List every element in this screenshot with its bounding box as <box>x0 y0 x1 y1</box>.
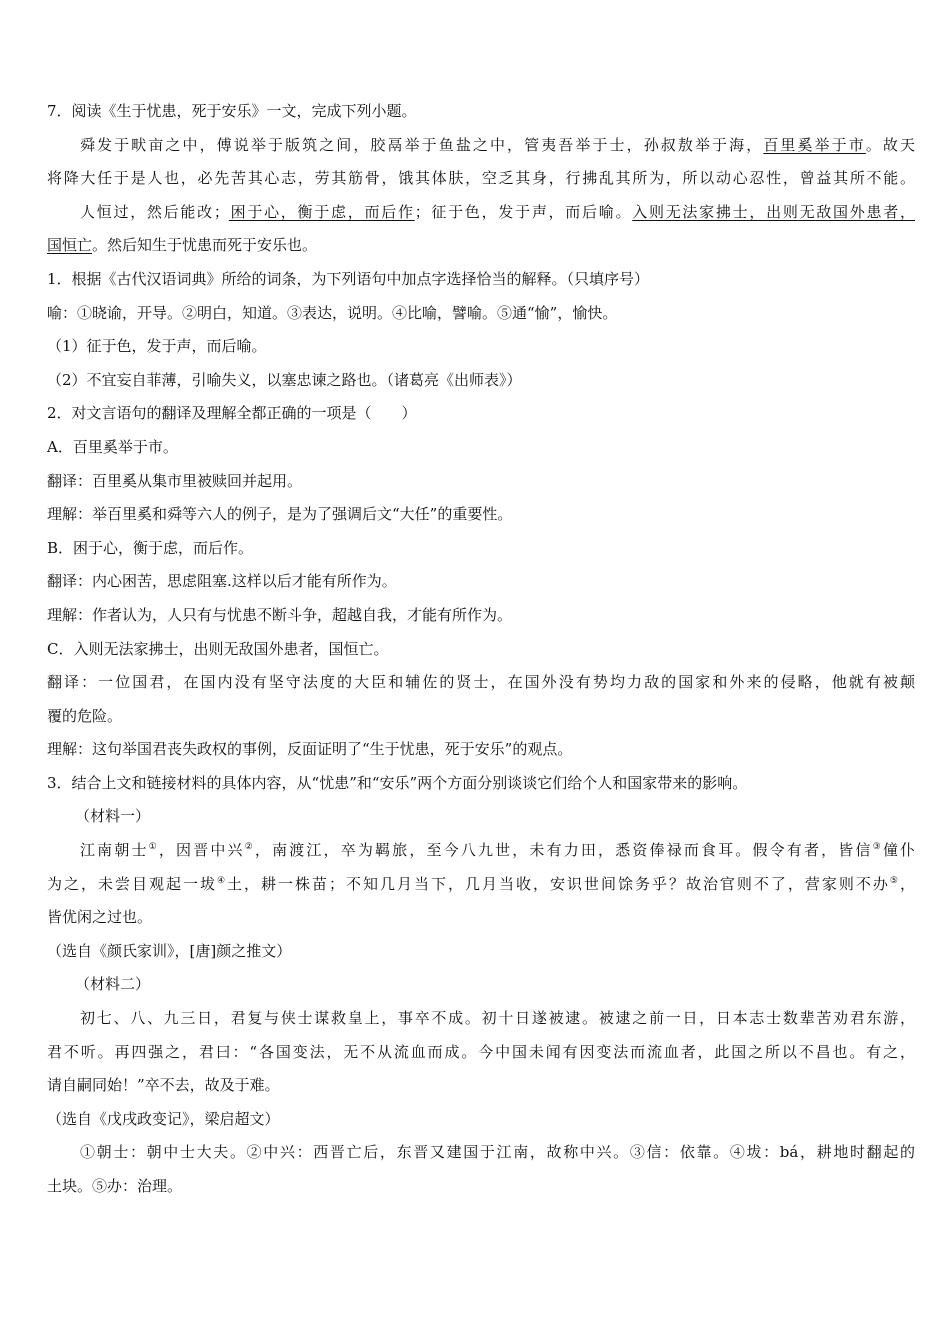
item-1: （1）征于色，发于声，而后喻。 <box>47 337 267 356</box>
sub-question-3: 3．结合上文和链接材料的具体内容，从“忧患”和“安乐”两个方面分别谈谈它们给个人和国家带来的影响。 <box>47 773 748 792</box>
material-line: 江南朝士①，因晋中兴②，南渡江，卒为羁旅，至今八九世，未有力田，悉资俸禄而食耳。假令有者，皆信③僮仆 <box>80 841 915 860</box>
option-c-understanding: 理解：这句举国君丧失政权的事例，反面证明了“生于忧患，死于安乐”的观点。 <box>47 740 573 759</box>
material-line: 初七、八、九三日，君复与侠士谋救皇上，事卒不成。初十日遂被逮。被逮之前一日，日本志士数辈苦劝君东游， <box>80 1009 915 1028</box>
material-2-source: （选自《戊戌政变记》，梁启超文） <box>47 1109 280 1128</box>
sub-question-1: 1．根据《古代汉语词典》所给的词条，为下列语句中加点字选择恰当的解释。（只填序号） <box>47 269 650 288</box>
option-b-understanding: 理解：作者认为，人只有与忧患不断斗争，超越自我，才能有所作为。 <box>47 605 513 624</box>
option-b-translation: 翻译：内心困苦，思虑阻塞.这样以后才能有所作为。 <box>47 572 397 591</box>
notes-line: ①朝士：朝中士大夫。②中兴：西晋亡后，东晋又建国于江南，故称中兴。③信：依靠。④坺：bá，耕地时翻起的 <box>80 1143 915 1162</box>
option-c-translation-cont: 覆的危险。 <box>47 706 123 725</box>
material-1-source: （选自《颜氏家训》，[唐]颜之推文） <box>47 941 292 960</box>
option-c-translation: 翻译：一位国君，在国内没有坚守法度的大臣和辅佐的贤士，在国外没有势均力敌的国家和外来的侵略，他就有被颠 <box>47 673 915 692</box>
passage-line: 国恒亡。然后知生于忧患而死于安乐也。 <box>47 236 318 255</box>
option-a-understanding: 理解：举百里奚和舜等六人的例子，是为了强调后文“大任”的重要性。 <box>47 505 513 524</box>
material-1-label: （材料一） <box>75 807 151 826</box>
material-line: 为之，未尝目观起一坺④土，耕一株苗；不知几月当下，几月当收，安识世间馀务乎？故治官则不了，营家则不办⑤， <box>47 874 915 893</box>
sub-question-2: 2．对文言语句的翻译及理解全都正确的一项是（ ） <box>47 404 417 423</box>
material-line: 请自嗣同始！”卒不去，故及于难。 <box>47 1076 280 1095</box>
material-line: 皆优闲之过也。 <box>47 908 153 927</box>
question-7-title: 7．阅读《生于忧患，死于安乐》一文，完成下列小题。 <box>47 102 417 120</box>
definition: 喻：①晓谕，开导。②明白，知道。③表达，说明。④比喻，譬喻。⑤通“愉”，愉快。 <box>47 303 618 322</box>
passage-line: 人恒过，然后能改；困于心，衡于虑，而后作；征于色，发于声，而后喻。入则无法家拂士，出则无敌国外患者， <box>80 202 915 221</box>
option-a: A．百里奚举于市。 <box>47 437 178 456</box>
option-c: C．入则无法家拂士，出则无敌国外患者，国恒亡。 <box>47 639 389 658</box>
notes-line: 土块。⑤办：治理。 <box>47 1177 183 1195</box>
item-2: （2）不宜妄自菲薄，引喻失义，以塞忠谏之路也。（诸葛亮《出师表》） <box>47 370 522 389</box>
material-2-label: （材料二） <box>75 975 151 994</box>
option-a-translation: 翻译：百里奚从集市里被赎回并起用。 <box>47 471 303 490</box>
material-line: 君不听。再四强之，君曰：“各国变法，无不从流血而成。今中国未闻有因变法而流血者，此国之所以不昌也。有之， <box>47 1042 915 1061</box>
passage-line: 将降大任于是人也，必先苦其心志，劳其筋骨，饿其体肤，空乏其身，行拂乱其所为，所以动心忍性，曾益其所不能。 <box>47 169 915 188</box>
passage-line: 舜发于畎亩之中，傅说举于版筑之间，胶鬲举于鱼盐之中，管夷吾举于士，孙叔敖举于海，百里奚举于市。故天 <box>80 135 915 154</box>
option-b: B．困于心，衡于虑，而后作。 <box>47 538 254 557</box>
